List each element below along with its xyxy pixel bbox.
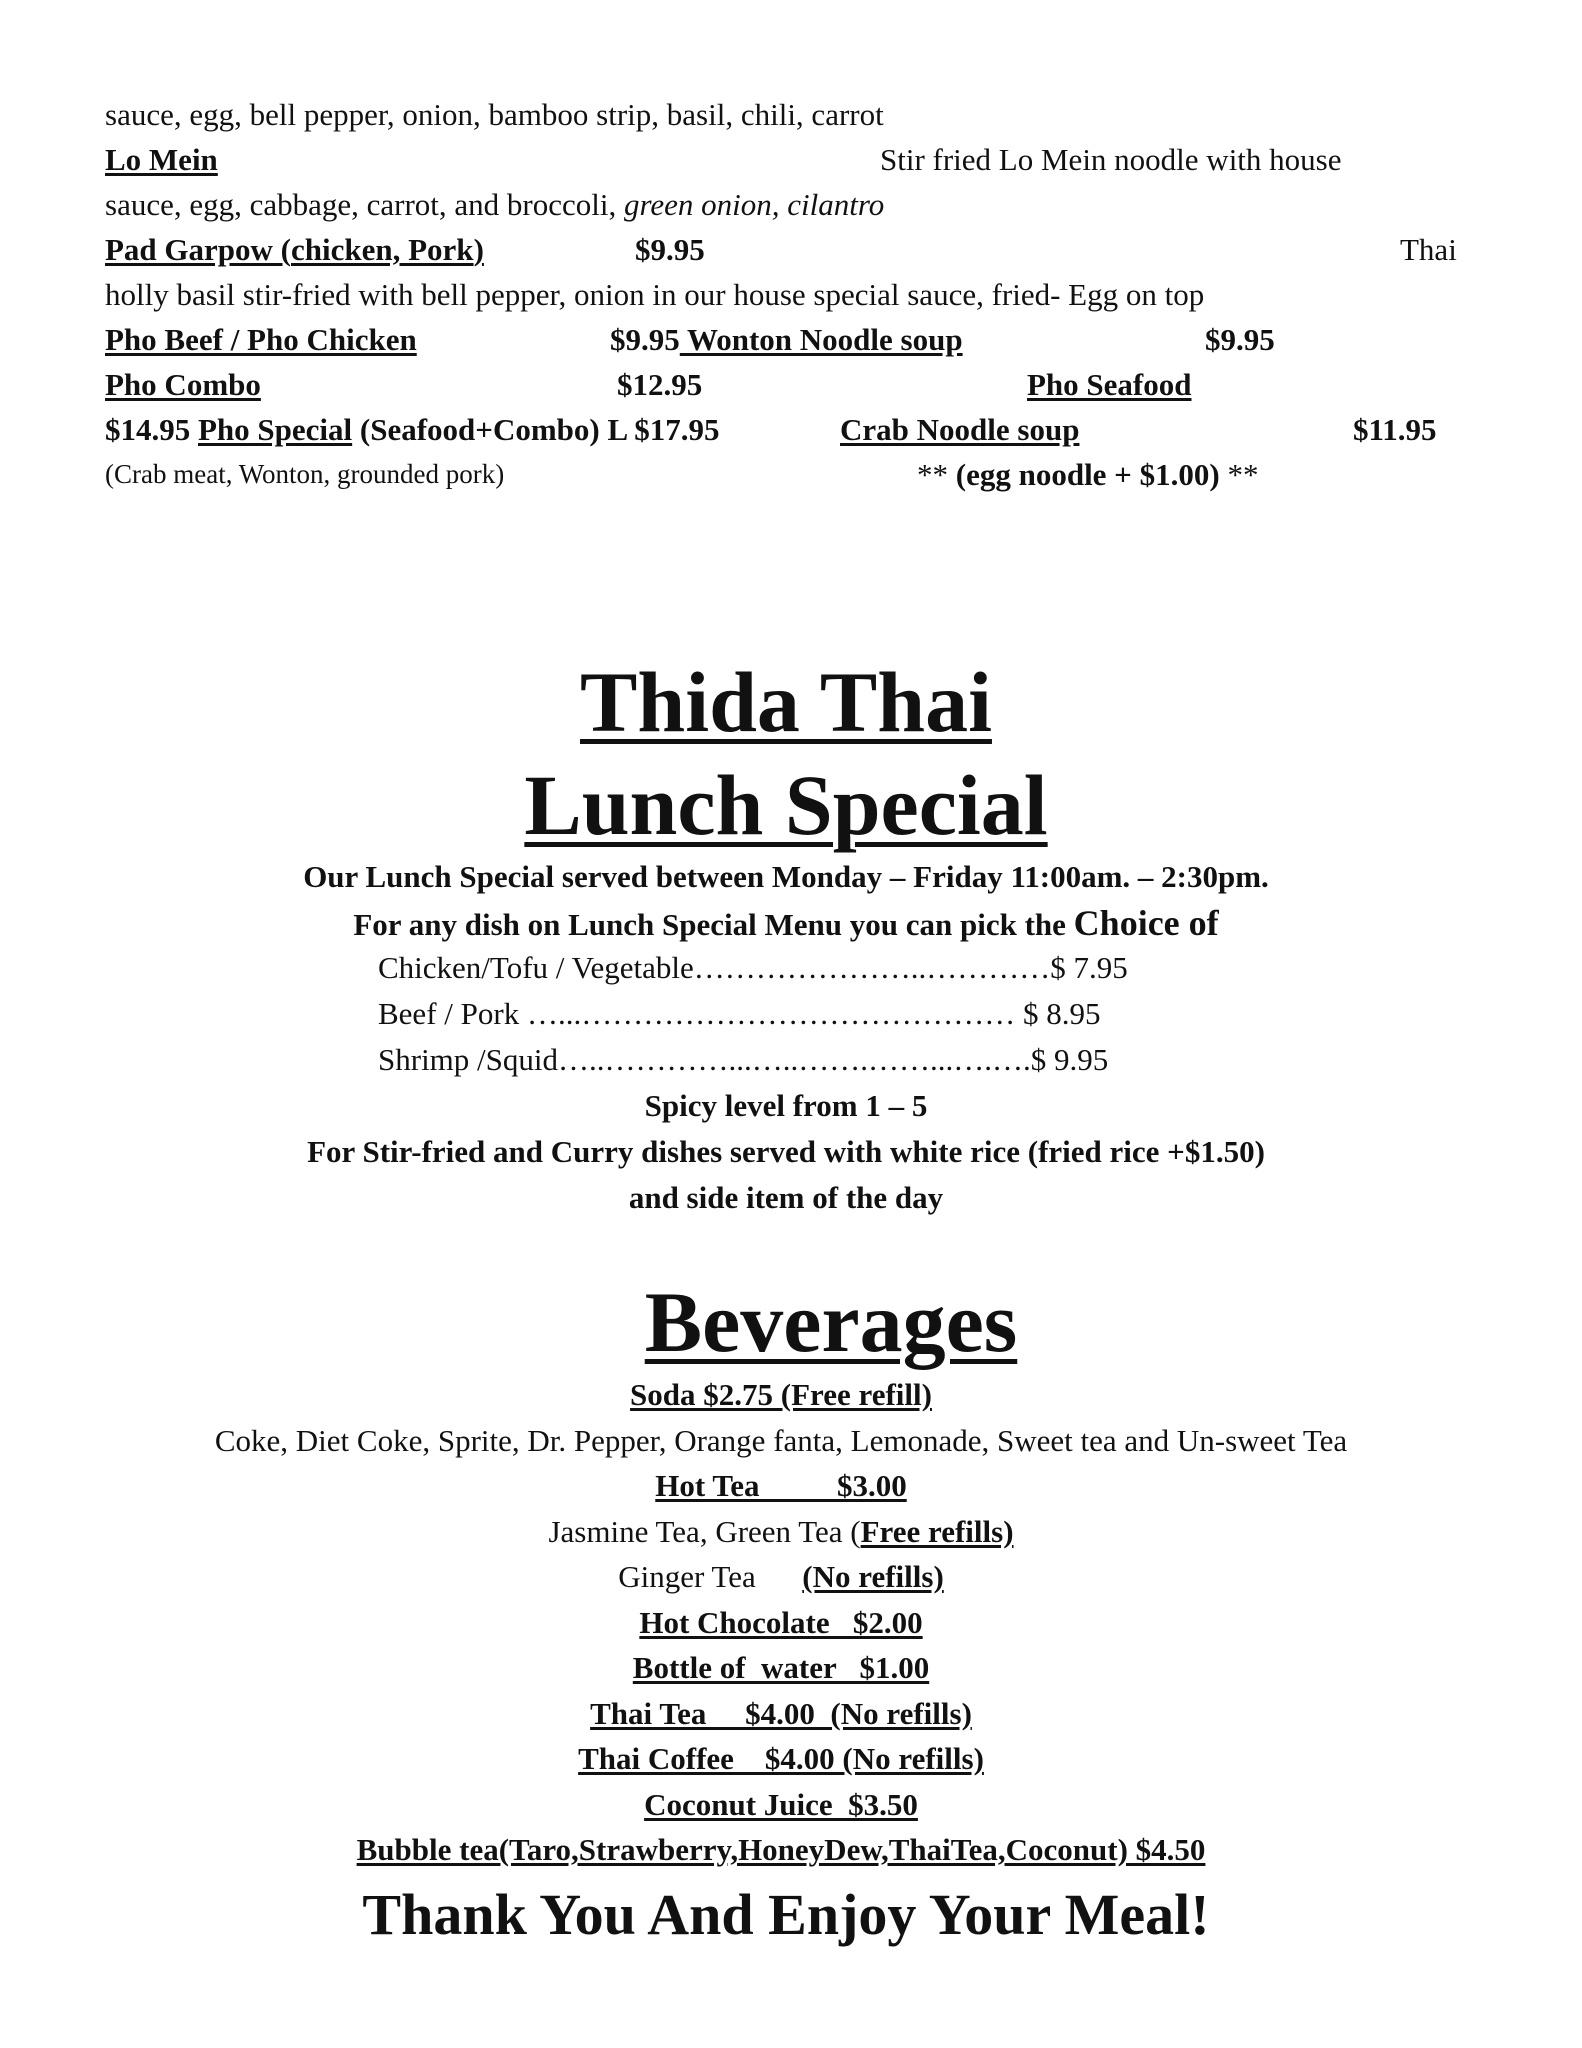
lunch-price-list bbox=[378, 945, 1128, 1083]
item-name-pho-beef: Pho Beef / Pho Chicken bbox=[105, 322, 417, 357]
menu-line bbox=[105, 227, 1485, 272]
item-name-pho-special: Pho Special bbox=[198, 412, 353, 447]
beverage-list bbox=[0, 1372, 1572, 1873]
menu-line bbox=[105, 137, 1485, 182]
soda-price: Soda $2.75 (Free refill) bbox=[630, 1377, 932, 1412]
no-refills: (No refills) bbox=[802, 1559, 944, 1594]
item-description: Thai bbox=[1400, 232, 1457, 267]
thai-coffee-price: Thai Coffee $4.00 (No refills) bbox=[578, 1741, 984, 1776]
thank-you-message: Thank You And Enjoy Your Meal! bbox=[362, 1882, 1210, 1947]
item-name-crab-noodle: Crab Noodle soup bbox=[840, 412, 1080, 447]
lunch-info bbox=[0, 854, 1577, 948]
lunch-hours: Our Lunch Special served between Monday – Friday 11:00am. – 2:30pm. bbox=[303, 859, 1269, 894]
spicy-level: Spicy level from 1 – 5 bbox=[644, 1088, 928, 1123]
menu-line bbox=[105, 452, 1485, 497]
restaurant-title: Thida Thai bbox=[580, 654, 992, 750]
lunch-notes bbox=[0, 1083, 1577, 1221]
coconut-juice-price: Coconut Juice $3.50 bbox=[644, 1786, 918, 1822]
price-row: Beef / Pork …...…………………………………… $ 8.95 bbox=[378, 996, 1101, 1031]
item-name-pho-combo: Pho Combo bbox=[105, 367, 261, 402]
menu-line bbox=[105, 92, 1485, 137]
menu-line bbox=[105, 182, 1485, 227]
item-description: Stir fried Lo Mein noodle with house bbox=[880, 142, 1342, 177]
free-refills: Free refills) bbox=[860, 1513, 1014, 1549]
bubble-tea-price: Bubble tea(Taro,Strawberry,HoneyDew,ThaiTea,Coconut) $4.50 bbox=[356, 1832, 1206, 1867]
item-name-pad-garpow-end: ) bbox=[473, 232, 484, 267]
note-stars: ** bbox=[917, 457, 956, 492]
item-name-pad-garpow: Pad Garpow ( bbox=[105, 232, 291, 267]
item-description: holly basil stir-fried with bell pepper, onion in our house special sauce, fried- Egg on top bbox=[105, 277, 1205, 312]
item-price: $9.95 bbox=[1205, 322, 1275, 357]
lunch-choice-text: For any dish on Lunch Special Menu you can pick the bbox=[353, 907, 1074, 942]
noodle-section bbox=[105, 92, 1485, 497]
menu-line bbox=[105, 272, 1485, 317]
item-price: $11.95 bbox=[1353, 412, 1437, 447]
price-row: Shrimp /Squid…..…………...…..…….……...….….$ 9.95 bbox=[378, 1042, 1109, 1077]
note-stars: ** bbox=[1219, 457, 1259, 492]
item-description: sauce, egg, cabbage, carrot, and broccoli, bbox=[105, 187, 624, 222]
lunch-choice-emphasis: Choice of bbox=[1073, 903, 1219, 943]
beverages-title: Beverages bbox=[644, 1274, 1018, 1370]
item-detail: (Crab meat, Wonton, grounded pork) bbox=[105, 459, 505, 489]
item-name-lo-mein: Lo Mein bbox=[105, 142, 218, 177]
item-price: $9.95 bbox=[610, 322, 680, 357]
item-description-italic: green onion, cilantro bbox=[624, 187, 885, 222]
jasmine-tea: Jasmine Tea, Green Tea ( bbox=[548, 1513, 861, 1549]
hot-tea-price: Hot Tea $3.00 bbox=[655, 1468, 907, 1503]
item-name-wonton: Wonton Noodle soup bbox=[679, 322, 963, 357]
soda-list: Coke, Diet Coke, Sprite, Dr. Pepper, Orange fanta, Lemonade, Sweet tea and Un-sweet Tea bbox=[214, 1422, 1348, 1458]
lunch-special-title: Lunch Special bbox=[524, 757, 1048, 853]
item-name-pho-seafood: Pho Seafood bbox=[1027, 367, 1192, 402]
item-price: $14.95 bbox=[105, 412, 191, 447]
item-detail: (Seafood+Combo) L $17.95 bbox=[352, 412, 720, 447]
item-price: $12.95 bbox=[617, 367, 703, 402]
price-row: Chicken/Tofu / Vegetable…………………..…………$ 7.95 bbox=[378, 950, 1128, 985]
egg-noodle-note: (egg noodle + $1.00) bbox=[955, 457, 1220, 492]
menu-line bbox=[105, 317, 1485, 362]
item-description: sauce, egg, bell pepper, onion, bamboo strip, basil, chili, carrot bbox=[105, 97, 884, 132]
item-name-pad-garpow-options: chicken, Pork bbox=[291, 232, 474, 267]
menu-line bbox=[105, 362, 1485, 407]
rice-note: For Stir-fried and Curry dishes served with white rice (fried rice +$1.50) bbox=[307, 1134, 1265, 1169]
item-price: $9.95 bbox=[635, 232, 705, 267]
menu-line bbox=[105, 407, 1485, 452]
ginger-tea: Ginger Tea bbox=[618, 1559, 803, 1594]
side-note: and side item of the day bbox=[628, 1180, 944, 1215]
hot-chocolate-price: Hot Chocolate $2.00 bbox=[639, 1604, 923, 1640]
thai-tea-price: Thai Tea $4.00 (No refills) bbox=[590, 1695, 972, 1731]
water-price: Bottle of water $1.00 bbox=[632, 1650, 930, 1685]
